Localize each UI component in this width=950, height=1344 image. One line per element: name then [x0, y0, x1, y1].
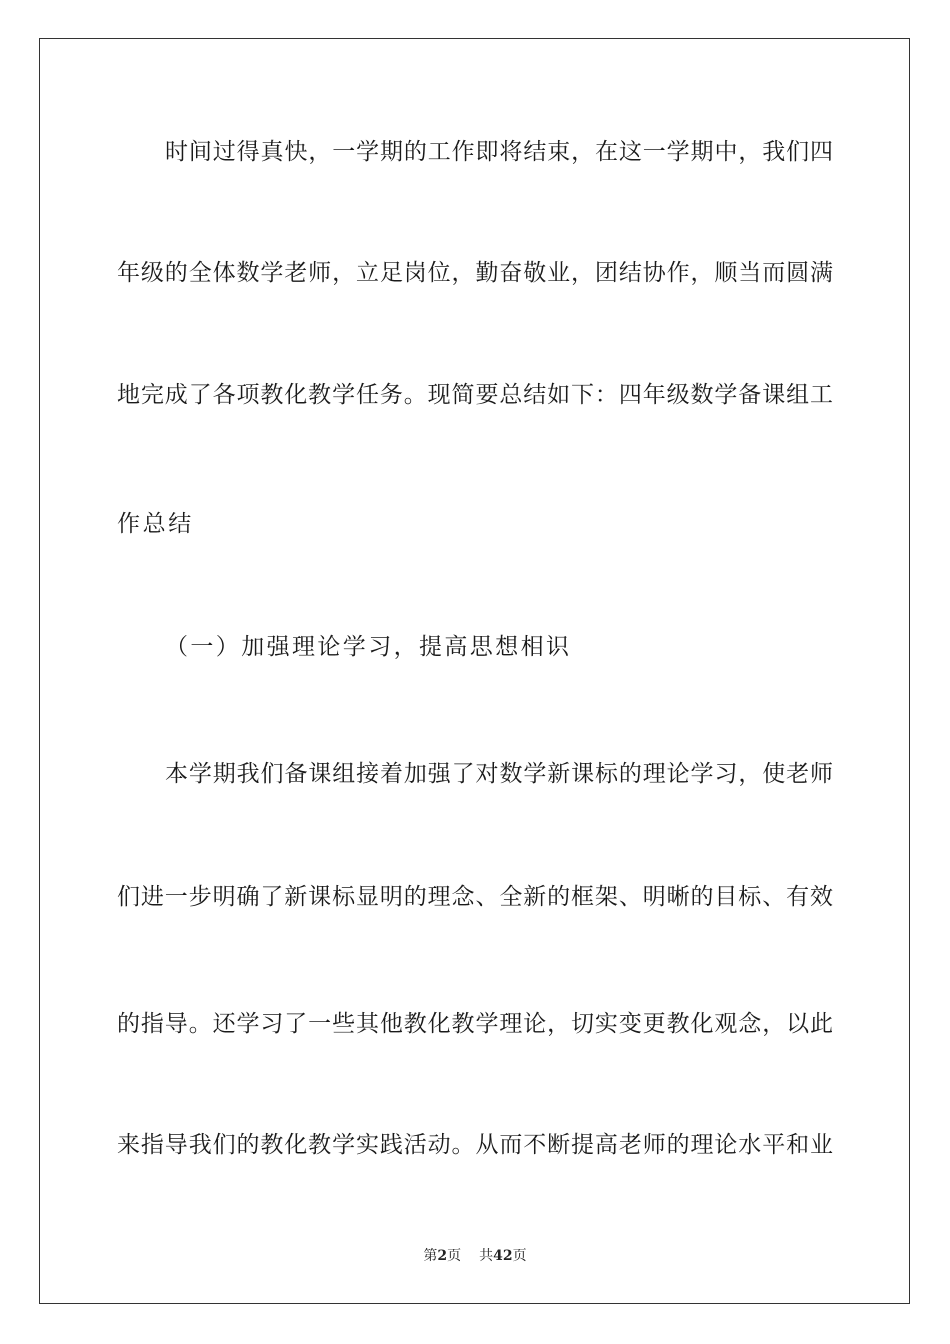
- paragraph-line-1: 时间过得真快，一学期的工作即将结束，在这一学期中，我们四: [165, 139, 833, 165]
- paragraph-line-7: 的指导。还学习了一些其他教化教学理论，切实变更教化观念，以此: [117, 1011, 833, 1037]
- paragraph-line-8: 来指导我们的教化教学实践活动。从而不断提高老师的理论水平和业: [117, 1132, 833, 1158]
- paragraph-line-4: 作总结: [117, 511, 194, 537]
- page-border: [39, 38, 910, 1304]
- footer-page-prefix: 第: [423, 1248, 438, 1264]
- section-heading: （一）加强理论学习，提高思想相识: [165, 634, 572, 660]
- page-footer: [0, 1245, 950, 1265]
- paragraph-line-2: 年级的全体数学老师，立足岗位，勤奋敬业，团结协作，顺当而圆满: [117, 260, 833, 286]
- footer-page-suffix: 页: [447, 1248, 462, 1264]
- footer-total-suffix: 页: [512, 1248, 527, 1264]
- paragraph-line-3: 地完成了各项教化教学任务。现简要总结如下：四年级数学备课组工: [117, 382, 833, 408]
- paragraph-line-6: 们进一步明确了新课标显明的理念、全新的框架、明晰的目标、有效: [117, 884, 833, 910]
- paragraph-line-5: 本学期我们备课组接着加强了对数学新课标的理论学习，使老师: [165, 761, 833, 787]
- footer-page-current: 2: [437, 1248, 448, 1264]
- footer-page-total: 42: [493, 1248, 513, 1264]
- footer-total-prefix: 共: [479, 1248, 494, 1264]
